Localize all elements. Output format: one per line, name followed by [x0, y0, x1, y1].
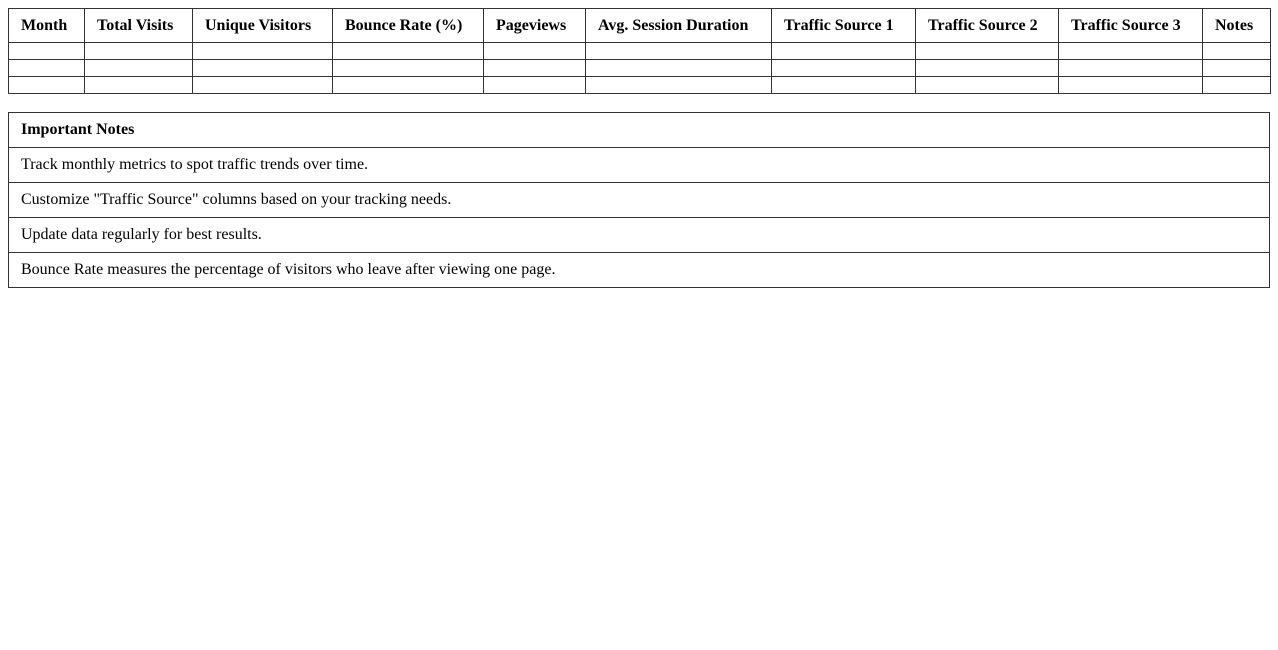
- table-row: [9, 60, 1271, 77]
- table-cell[interactable]: [1203, 43, 1271, 60]
- table-row: [9, 43, 1271, 60]
- column-header-unique-visitors: Unique Visitors: [193, 9, 333, 43]
- table-cell[interactable]: [772, 77, 916, 94]
- page-content: [8, 8, 1270, 288]
- column-header-total-visits: Total Visits: [85, 9, 193, 43]
- table-cell[interactable]: [9, 60, 85, 77]
- table-cell[interactable]: [193, 77, 333, 94]
- list-item: [9, 218, 1270, 253]
- notes-header-row: [9, 113, 1270, 148]
- column-header-pageviews: Pageviews: [484, 9, 586, 43]
- table-cell[interactable]: [9, 43, 85, 60]
- list-item: [9, 148, 1270, 183]
- table-cell[interactable]: [484, 43, 586, 60]
- notes-heading: Important Notes: [9, 113, 1270, 148]
- note-text: Update data regularly for best results.: [9, 218, 1270, 253]
- column-header-notes: Notes: [1203, 9, 1271, 43]
- important-notes-table: [8, 112, 1270, 288]
- table-cell[interactable]: [772, 60, 916, 77]
- list-item: [9, 183, 1270, 218]
- table-cell[interactable]: [193, 60, 333, 77]
- column-header-traffic-source-2: Traffic Source 2: [916, 9, 1059, 43]
- table-cell[interactable]: [772, 43, 916, 60]
- table-cell[interactable]: [1203, 60, 1271, 77]
- table-cell[interactable]: [193, 43, 333, 60]
- table-cell[interactable]: [85, 60, 193, 77]
- column-header-month: Month: [9, 9, 85, 43]
- table-cell[interactable]: [586, 77, 772, 94]
- traffic-metrics-table: [8, 8, 1271, 94]
- table-cell[interactable]: [9, 77, 85, 94]
- table-cell[interactable]: [85, 43, 193, 60]
- table-cell[interactable]: [1203, 77, 1271, 94]
- table-header-row: [9, 9, 1271, 43]
- table-cell[interactable]: [586, 60, 772, 77]
- list-item: [9, 253, 1270, 288]
- note-text: Bounce Rate measures the percentage of visitors who leave after viewing one page.: [9, 253, 1270, 288]
- table-cell[interactable]: [484, 60, 586, 77]
- table-cell[interactable]: [333, 43, 484, 60]
- column-header-bounce-rate: Bounce Rate (%): [333, 9, 484, 43]
- table-cell[interactable]: [586, 43, 772, 60]
- table-cell[interactable]: [85, 77, 193, 94]
- table-cell[interactable]: [916, 43, 1059, 60]
- note-text: Track monthly metrics to spot traffic trends over time.: [9, 148, 1270, 183]
- table-row: [9, 77, 1271, 94]
- table-cell[interactable]: [484, 77, 586, 94]
- table-cell[interactable]: [1059, 77, 1203, 94]
- table-cell[interactable]: [333, 60, 484, 77]
- table-cell[interactable]: [333, 77, 484, 94]
- column-header-avg-session-duration: Avg. Session Duration: [586, 9, 772, 43]
- table-cell[interactable]: [1059, 60, 1203, 77]
- table-cell[interactable]: [916, 77, 1059, 94]
- table-cell[interactable]: [916, 60, 1059, 77]
- table-cell[interactable]: [1059, 43, 1203, 60]
- note-text: Customize "Traffic Source" columns based on your tracking needs.: [9, 183, 1270, 218]
- column-header-traffic-source-3: Traffic Source 3: [1059, 9, 1203, 43]
- column-header-traffic-source-1: Traffic Source 1: [772, 9, 916, 43]
